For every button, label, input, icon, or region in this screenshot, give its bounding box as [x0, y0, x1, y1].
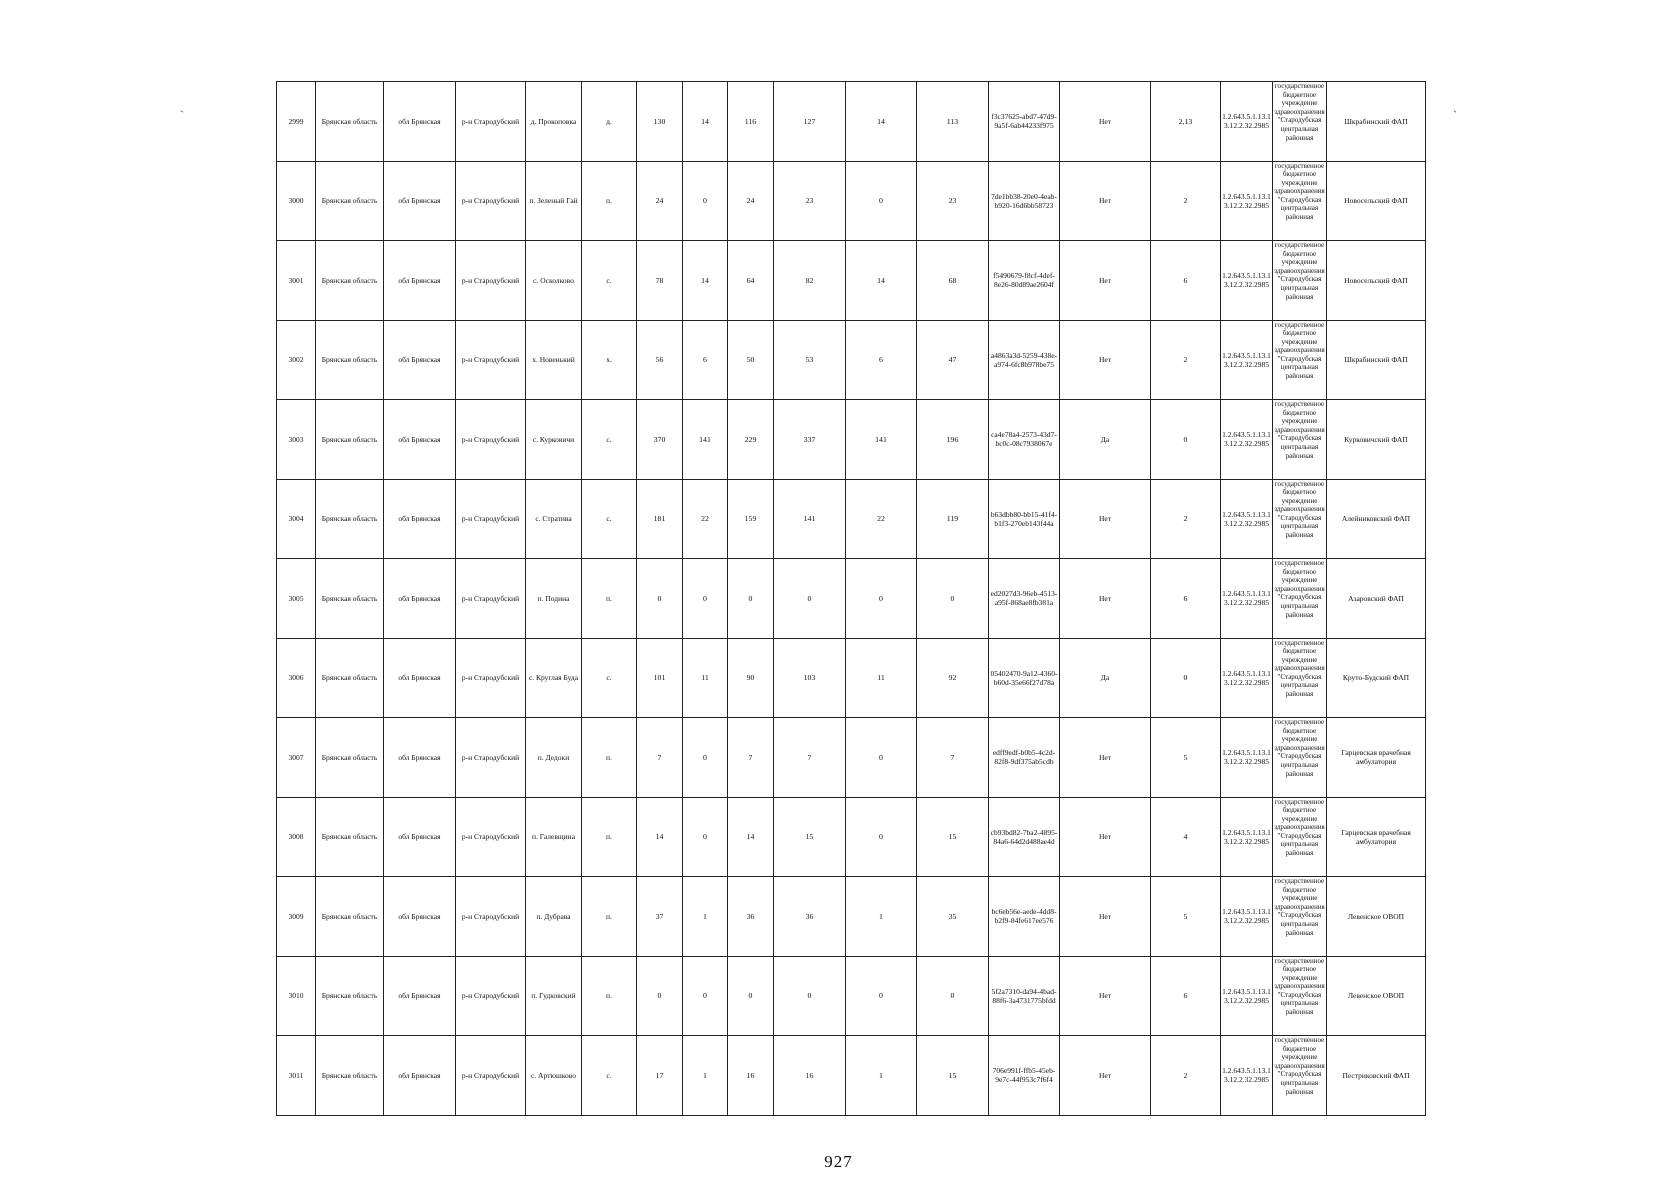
row-number-cell: 3002 — [277, 320, 316, 400]
count-6-cell: 7 — [917, 718, 989, 798]
count-5-cell: 6 — [846, 320, 917, 400]
organization-cell: государственное бюджетное учреждение здравоохранения "Стародубская центральная районная — [1273, 877, 1327, 957]
region-cell: Брянская область — [316, 718, 384, 798]
district-cell: р-н Стародубский — [456, 638, 526, 718]
count-5-cell: 0 — [846, 559, 917, 639]
settlement-type-cell: п. — [582, 956, 637, 1036]
count-3-cell: 0 — [728, 559, 774, 639]
oid-cell: 1.2.643.5.1.13.13.12.2.32.2985 — [1221, 877, 1273, 957]
count-4-cell: 141 — [774, 479, 846, 559]
settlement-type-cell: с. — [582, 400, 637, 480]
table-row — [277, 161, 1426, 241]
flag-cell: Нет — [1060, 82, 1151, 162]
count-1-cell: 101 — [637, 638, 683, 718]
facility-cell: Новосельский ФАП — [1327, 161, 1426, 241]
row-number-cell: 3001 — [277, 241, 316, 321]
count-2-cell: 0 — [683, 559, 728, 639]
count-6-cell: 47 — [917, 320, 989, 400]
region-cell: Брянская область — [316, 797, 384, 877]
count-6-cell: 196 — [917, 400, 989, 480]
guid-cell: f3c37625-abd7-47d9-9a5f-6ab44233f975 — [989, 82, 1060, 162]
count-4-cell: 15 — [774, 797, 846, 877]
oblast-cell: обл Брянская — [384, 1036, 456, 1116]
count-4-cell: 36 — [774, 877, 846, 957]
count-1-cell: 7 — [637, 718, 683, 798]
count-4-cell: 16 — [774, 1036, 846, 1116]
flag-cell: Нет — [1060, 320, 1151, 400]
count-3-cell: 64 — [728, 241, 774, 321]
organization-cell: государственное бюджетное учреждение здравоохранения "Стародубская центральная районная — [1273, 161, 1327, 241]
settlement-cell: п. Галевщина — [526, 797, 582, 877]
count-6-cell: 35 — [917, 877, 989, 957]
guid-cell: f5490679-f8cf-4def-8e26-80d89ae2604f — [989, 241, 1060, 321]
region-cell: Брянская область — [316, 956, 384, 1036]
count-5-cell: 0 — [846, 718, 917, 798]
district-cell: р-н Стародубский — [456, 559, 526, 639]
district-cell: р-н Стародубский — [456, 161, 526, 241]
distance-cell: 2 — [1151, 479, 1221, 559]
region-cell: Брянская область — [316, 638, 384, 718]
count-4-cell: 103 — [774, 638, 846, 718]
count-5-cell: 11 — [846, 638, 917, 718]
count-2-cell: 0 — [683, 161, 728, 241]
facility-cell: Шкрабинский ФАП — [1327, 82, 1426, 162]
guid-cell: edff9edf-b0b5-4c2d-82f8-9df375ab5cdb — [989, 718, 1060, 798]
facility-cell: Гарцевская врачебная амбулатория — [1327, 797, 1426, 877]
table-row — [277, 718, 1426, 798]
count-2-cell: 1 — [683, 1036, 728, 1116]
facility-cell: Алейниковский ФАП — [1327, 479, 1426, 559]
table-row — [277, 559, 1426, 639]
count-1-cell: 37 — [637, 877, 683, 957]
region-cell: Брянская область — [316, 877, 384, 957]
oblast-cell: обл Брянская — [384, 559, 456, 639]
count-4-cell: 23 — [774, 161, 846, 241]
district-cell: р-н Стародубский — [456, 82, 526, 162]
count-2-cell: 0 — [683, 797, 728, 877]
region-cell: Брянская область — [316, 400, 384, 480]
count-1-cell: 130 — [637, 82, 683, 162]
count-2-cell: 1 — [683, 877, 728, 957]
settlement-cell: п. Зеленый Гай — [526, 161, 582, 241]
organization-cell: государственное бюджетное учреждение здравоохранения "Стародубская центральная районная — [1273, 956, 1327, 1036]
region-cell: Брянская область — [316, 161, 384, 241]
count-3-cell: 7 — [728, 718, 774, 798]
settlement-type-cell: с. — [582, 1036, 637, 1116]
table-row — [277, 956, 1426, 1036]
flag-cell: Да — [1060, 638, 1151, 718]
count-5-cell: 1 — [846, 1036, 917, 1116]
flag-cell: Нет — [1060, 241, 1151, 321]
flag-cell: Нет — [1060, 161, 1151, 241]
count-6-cell: 15 — [917, 797, 989, 877]
count-2-cell: 14 — [683, 82, 728, 162]
guid-cell: 05402470-9a12-4360-b60d-35e66f27d78a — [989, 638, 1060, 718]
organization-cell: государственное бюджетное учреждение здравоохранения "Стародубская центральная районная — [1273, 797, 1327, 877]
count-1-cell: 0 — [637, 956, 683, 1036]
count-1-cell: 181 — [637, 479, 683, 559]
row-number-cell: 3000 — [277, 161, 316, 241]
oblast-cell: обл Брянская — [384, 400, 456, 480]
row-number-cell: 3006 — [277, 638, 316, 718]
oid-cell: 1.2.643.5.1.13.13.12.2.32.2985 — [1221, 559, 1273, 639]
flag-cell: Нет — [1060, 559, 1151, 639]
count-2-cell: 22 — [683, 479, 728, 559]
district-cell: р-н Стародубский — [456, 320, 526, 400]
facility-cell: Шкрабинский ФАП — [1327, 320, 1426, 400]
count-2-cell: 14 — [683, 241, 728, 321]
settlement-type-cell: д. — [582, 82, 637, 162]
guid-cell: bc6eb56e-aede-4dd8-b2f9-84fe617ee576 — [989, 877, 1060, 957]
count-1-cell: 0 — [637, 559, 683, 639]
count-4-cell: 0 — [774, 559, 846, 639]
count-1-cell: 56 — [637, 320, 683, 400]
distance-cell: 5 — [1151, 877, 1221, 957]
flag-cell: Да — [1060, 400, 1151, 480]
settlement-cell: п. Дубрава — [526, 877, 582, 957]
guid-cell: cb93bd82-7ba2-4895-84a6-64d2d488ae4d — [989, 797, 1060, 877]
count-4-cell: 127 — [774, 82, 846, 162]
table-row — [277, 82, 1426, 162]
row-number-cell: 2999 — [277, 82, 316, 162]
count-3-cell: 90 — [728, 638, 774, 718]
count-2-cell: 11 — [683, 638, 728, 718]
table-row — [277, 479, 1426, 559]
settlement-type-cell: п. — [582, 161, 637, 241]
guid-cell: b63dbb80-bb15-41f4-b1f3-270eb143f44a — [989, 479, 1060, 559]
region-cell: Брянская область — [316, 241, 384, 321]
distance-cell: 6 — [1151, 956, 1221, 1036]
oid-cell: 1.2.643.5.1.13.13.12.2.32.2985 — [1221, 797, 1273, 877]
count-3-cell: 36 — [728, 877, 774, 957]
settlement-type-cell: с. — [582, 479, 637, 559]
row-number-cell: 3010 — [277, 956, 316, 1036]
settlements-table — [276, 81, 1426, 1116]
distance-cell: 0 — [1151, 400, 1221, 480]
flag-cell: Нет — [1060, 797, 1151, 877]
district-cell: р-н Стародубский — [456, 479, 526, 559]
oblast-cell: обл Брянская — [384, 241, 456, 321]
guid-cell: 7de1bb38-20e0-4eab-b920-16d6bb58723 — [989, 161, 1060, 241]
district-cell: р-н Стародубский — [456, 718, 526, 798]
district-cell: р-н Стародубский — [456, 797, 526, 877]
guid-cell: a4863a3d-5259-438e-a974-6fc8b978be75 — [989, 320, 1060, 400]
count-1-cell: 14 — [637, 797, 683, 877]
scan-speck-left: ˋ — [180, 108, 184, 122]
organization-cell: государственное бюджетное учреждение здравоохранения "Стародубская центральная районная — [1273, 638, 1327, 718]
row-number-cell: 3008 — [277, 797, 316, 877]
count-3-cell: 159 — [728, 479, 774, 559]
flag-cell: Нет — [1060, 718, 1151, 798]
facility-cell: Левенское ОВОП — [1327, 877, 1426, 957]
settlement-type-cell: с. — [582, 638, 637, 718]
count-5-cell: 14 — [846, 82, 917, 162]
distance-cell: 6 — [1151, 241, 1221, 321]
settlement-type-cell: п. — [582, 877, 637, 957]
oid-cell: 1.2.643.5.1.13.13.12.2.32.2985 — [1221, 82, 1273, 162]
count-3-cell: 229 — [728, 400, 774, 480]
region-cell: Брянская область — [316, 82, 384, 162]
guid-cell: ca4e78a4-2573-43d7-bc0c-08c7938067e — [989, 400, 1060, 480]
district-cell: р-н Стародубский — [456, 877, 526, 957]
count-6-cell: 92 — [917, 638, 989, 718]
count-6-cell: 68 — [917, 241, 989, 321]
facility-cell: Пестриковский ФАП — [1327, 1036, 1426, 1116]
count-6-cell: 23 — [917, 161, 989, 241]
count-1-cell: 370 — [637, 400, 683, 480]
region-cell: Брянская область — [316, 479, 384, 559]
flag-cell: Нет — [1060, 479, 1151, 559]
facility-cell: Новосельский ФАП — [1327, 241, 1426, 321]
count-3-cell: 14 — [728, 797, 774, 877]
oblast-cell: обл Брянская — [384, 638, 456, 718]
count-4-cell: 0 — [774, 956, 846, 1036]
table-row — [277, 877, 1426, 957]
distance-cell: 2 — [1151, 1036, 1221, 1116]
table-row — [277, 241, 1426, 321]
count-3-cell: 24 — [728, 161, 774, 241]
district-cell: р-н Стародубский — [456, 1036, 526, 1116]
organization-cell: государственное бюджетное учреждение здравоохранения "Стародубская центральная районная — [1273, 479, 1327, 559]
oid-cell: 1.2.643.5.1.13.13.12.2.32.2985 — [1221, 479, 1273, 559]
count-5-cell: 22 — [846, 479, 917, 559]
row-number-cell: 3011 — [277, 1036, 316, 1116]
region-cell: Брянская область — [316, 320, 384, 400]
count-5-cell: 141 — [846, 400, 917, 480]
distance-cell: 2,13 — [1151, 82, 1221, 162]
settlement-cell: с. Осколково — [526, 241, 582, 321]
district-cell: р-н Стародубский — [456, 241, 526, 321]
guid-cell: ed2027d3-96eb-4513-a95f-868ae8fb381a — [989, 559, 1060, 639]
table-body — [277, 82, 1426, 1116]
organization-cell: государственное бюджетное учреждение здравоохранения "Стародубская центральная районная — [1273, 1036, 1327, 1116]
count-2-cell: 0 — [683, 956, 728, 1036]
count-4-cell: 82 — [774, 241, 846, 321]
organization-cell: государственное бюджетное учреждение здравоохранения "Стародубская центральная районная — [1273, 241, 1327, 321]
oblast-cell: обл Брянская — [384, 877, 456, 957]
settlement-type-cell: с. — [582, 241, 637, 321]
region-cell: Брянская область — [316, 559, 384, 639]
settlement-cell: х. Новенький — [526, 320, 582, 400]
row-number-cell: 3005 — [277, 559, 316, 639]
count-1-cell: 24 — [637, 161, 683, 241]
oid-cell: 1.2.643.5.1.13.13.12.2.32.2985 — [1221, 956, 1273, 1036]
count-3-cell: 116 — [728, 82, 774, 162]
count-3-cell: 50 — [728, 320, 774, 400]
count-4-cell: 7 — [774, 718, 846, 798]
oid-cell: 1.2.643.5.1.13.13.12.2.32.2985 — [1221, 320, 1273, 400]
count-2-cell: 141 — [683, 400, 728, 480]
flag-cell: Нет — [1060, 956, 1151, 1036]
count-3-cell: 0 — [728, 956, 774, 1036]
row-number-cell: 3009 — [277, 877, 316, 957]
table-row — [277, 638, 1426, 718]
organization-cell: государственное бюджетное учреждение здравоохранения "Стародубская центральная районная — [1273, 718, 1327, 798]
facility-cell: Азаровский ФАП — [1327, 559, 1426, 639]
settlement-type-cell: х. — [582, 320, 637, 400]
guid-cell: 5f2a7310-da94-4bad-88f6-3a4731775bfdd — [989, 956, 1060, 1036]
oid-cell: 1.2.643.5.1.13.13.12.2.32.2985 — [1221, 241, 1273, 321]
district-cell: р-н Стародубский — [456, 956, 526, 1036]
count-5-cell: 0 — [846, 797, 917, 877]
oblast-cell: обл Брянская — [384, 479, 456, 559]
settlement-type-cell: п. — [582, 718, 637, 798]
oblast-cell: обл Брянская — [384, 161, 456, 241]
oblast-cell: обл Брянская — [384, 797, 456, 877]
count-5-cell: 0 — [846, 161, 917, 241]
organization-cell: государственное бюджетное учреждение здравоохранения "Стародубская центральная районная — [1273, 559, 1327, 639]
facility-cell: Левенское ОВОП — [1327, 956, 1426, 1036]
count-5-cell: 14 — [846, 241, 917, 321]
organization-cell: государственное бюджетное учреждение здравоохранения "Стародубская центральная районная — [1273, 320, 1327, 400]
count-4-cell: 337 — [774, 400, 846, 480]
settlement-type-cell: п. — [582, 797, 637, 877]
distance-cell: 2 — [1151, 161, 1221, 241]
oid-cell: 1.2.643.5.1.13.13.12.2.32.2985 — [1221, 718, 1273, 798]
row-number-cell: 3003 — [277, 400, 316, 480]
guid-cell: 706e991f-ffb5-45eb-9e7c-44f953c7f6f4 — [989, 1036, 1060, 1116]
settlement-cell: п. Дедоки — [526, 718, 582, 798]
row-number-cell: 3007 — [277, 718, 316, 798]
table-row — [277, 400, 1426, 480]
page-number: 927 — [824, 1152, 853, 1171]
settlement-cell: с. Курковичи — [526, 400, 582, 480]
settlement-cell: п. Гудковский — [526, 956, 582, 1036]
count-5-cell: 1 — [846, 877, 917, 957]
oblast-cell: обл Брянская — [384, 82, 456, 162]
region-cell: Брянская область — [316, 1036, 384, 1116]
count-1-cell: 78 — [637, 241, 683, 321]
count-2-cell: 6 — [683, 320, 728, 400]
count-3-cell: 16 — [728, 1036, 774, 1116]
oid-cell: 1.2.643.5.1.13.13.12.2.32.2985 — [1221, 638, 1273, 718]
settlement-cell: с. Круглая Буда — [526, 638, 582, 718]
flag-cell: Нет — [1060, 877, 1151, 957]
scan-speck-right: ˋ — [1453, 108, 1457, 122]
count-6-cell: 0 — [917, 559, 989, 639]
distance-cell: 4 — [1151, 797, 1221, 877]
distance-cell: 5 — [1151, 718, 1221, 798]
distance-cell: 2 — [1151, 320, 1221, 400]
row-number-cell: 3004 — [277, 479, 316, 559]
distance-cell: 0 — [1151, 638, 1221, 718]
table-row — [277, 1036, 1426, 1116]
oid-cell: 1.2.643.5.1.13.13.12.2.32.2985 — [1221, 1036, 1273, 1116]
facility-cell: Курковичский ФАП — [1327, 400, 1426, 480]
settlement-cell: с. Стратива — [526, 479, 582, 559]
oid-cell: 1.2.643.5.1.13.13.12.2.32.2985 — [1221, 161, 1273, 241]
settlement-cell: д. Прокоповка — [526, 82, 582, 162]
count-5-cell: 0 — [846, 956, 917, 1036]
organization-cell: государственное бюджетное учреждение здравоохранения "Стародубская центральная районная — [1273, 82, 1327, 162]
facility-cell: Гарцевская врачебная амбулатория — [1327, 718, 1426, 798]
table-row — [277, 320, 1426, 400]
flag-cell: Нет — [1060, 1036, 1151, 1116]
district-cell: р-н Стародубский — [456, 400, 526, 480]
distance-cell: 6 — [1151, 559, 1221, 639]
count-1-cell: 17 — [637, 1036, 683, 1116]
settlement-type-cell: п. — [582, 559, 637, 639]
oblast-cell: обл Брянская — [384, 718, 456, 798]
settlement-cell: с. Артюшково — [526, 1036, 582, 1116]
facility-cell: Круто-Будский ФАП — [1327, 638, 1426, 718]
oid-cell: 1.2.643.5.1.13.13.12.2.32.2985 — [1221, 400, 1273, 480]
table-row — [277, 797, 1426, 877]
settlement-cell: п. Подина — [526, 559, 582, 639]
count-4-cell: 53 — [774, 320, 846, 400]
oblast-cell: обл Брянская — [384, 320, 456, 400]
count-6-cell: 15 — [917, 1036, 989, 1116]
count-6-cell: 0 — [917, 956, 989, 1036]
count-2-cell: 0 — [683, 718, 728, 798]
oblast-cell: обл Брянская — [384, 956, 456, 1036]
organization-cell: государственное бюджетное учреждение здравоохранения "Стародубская центральная районная — [1273, 400, 1327, 480]
count-6-cell: 119 — [917, 479, 989, 559]
count-6-cell: 113 — [917, 82, 989, 162]
